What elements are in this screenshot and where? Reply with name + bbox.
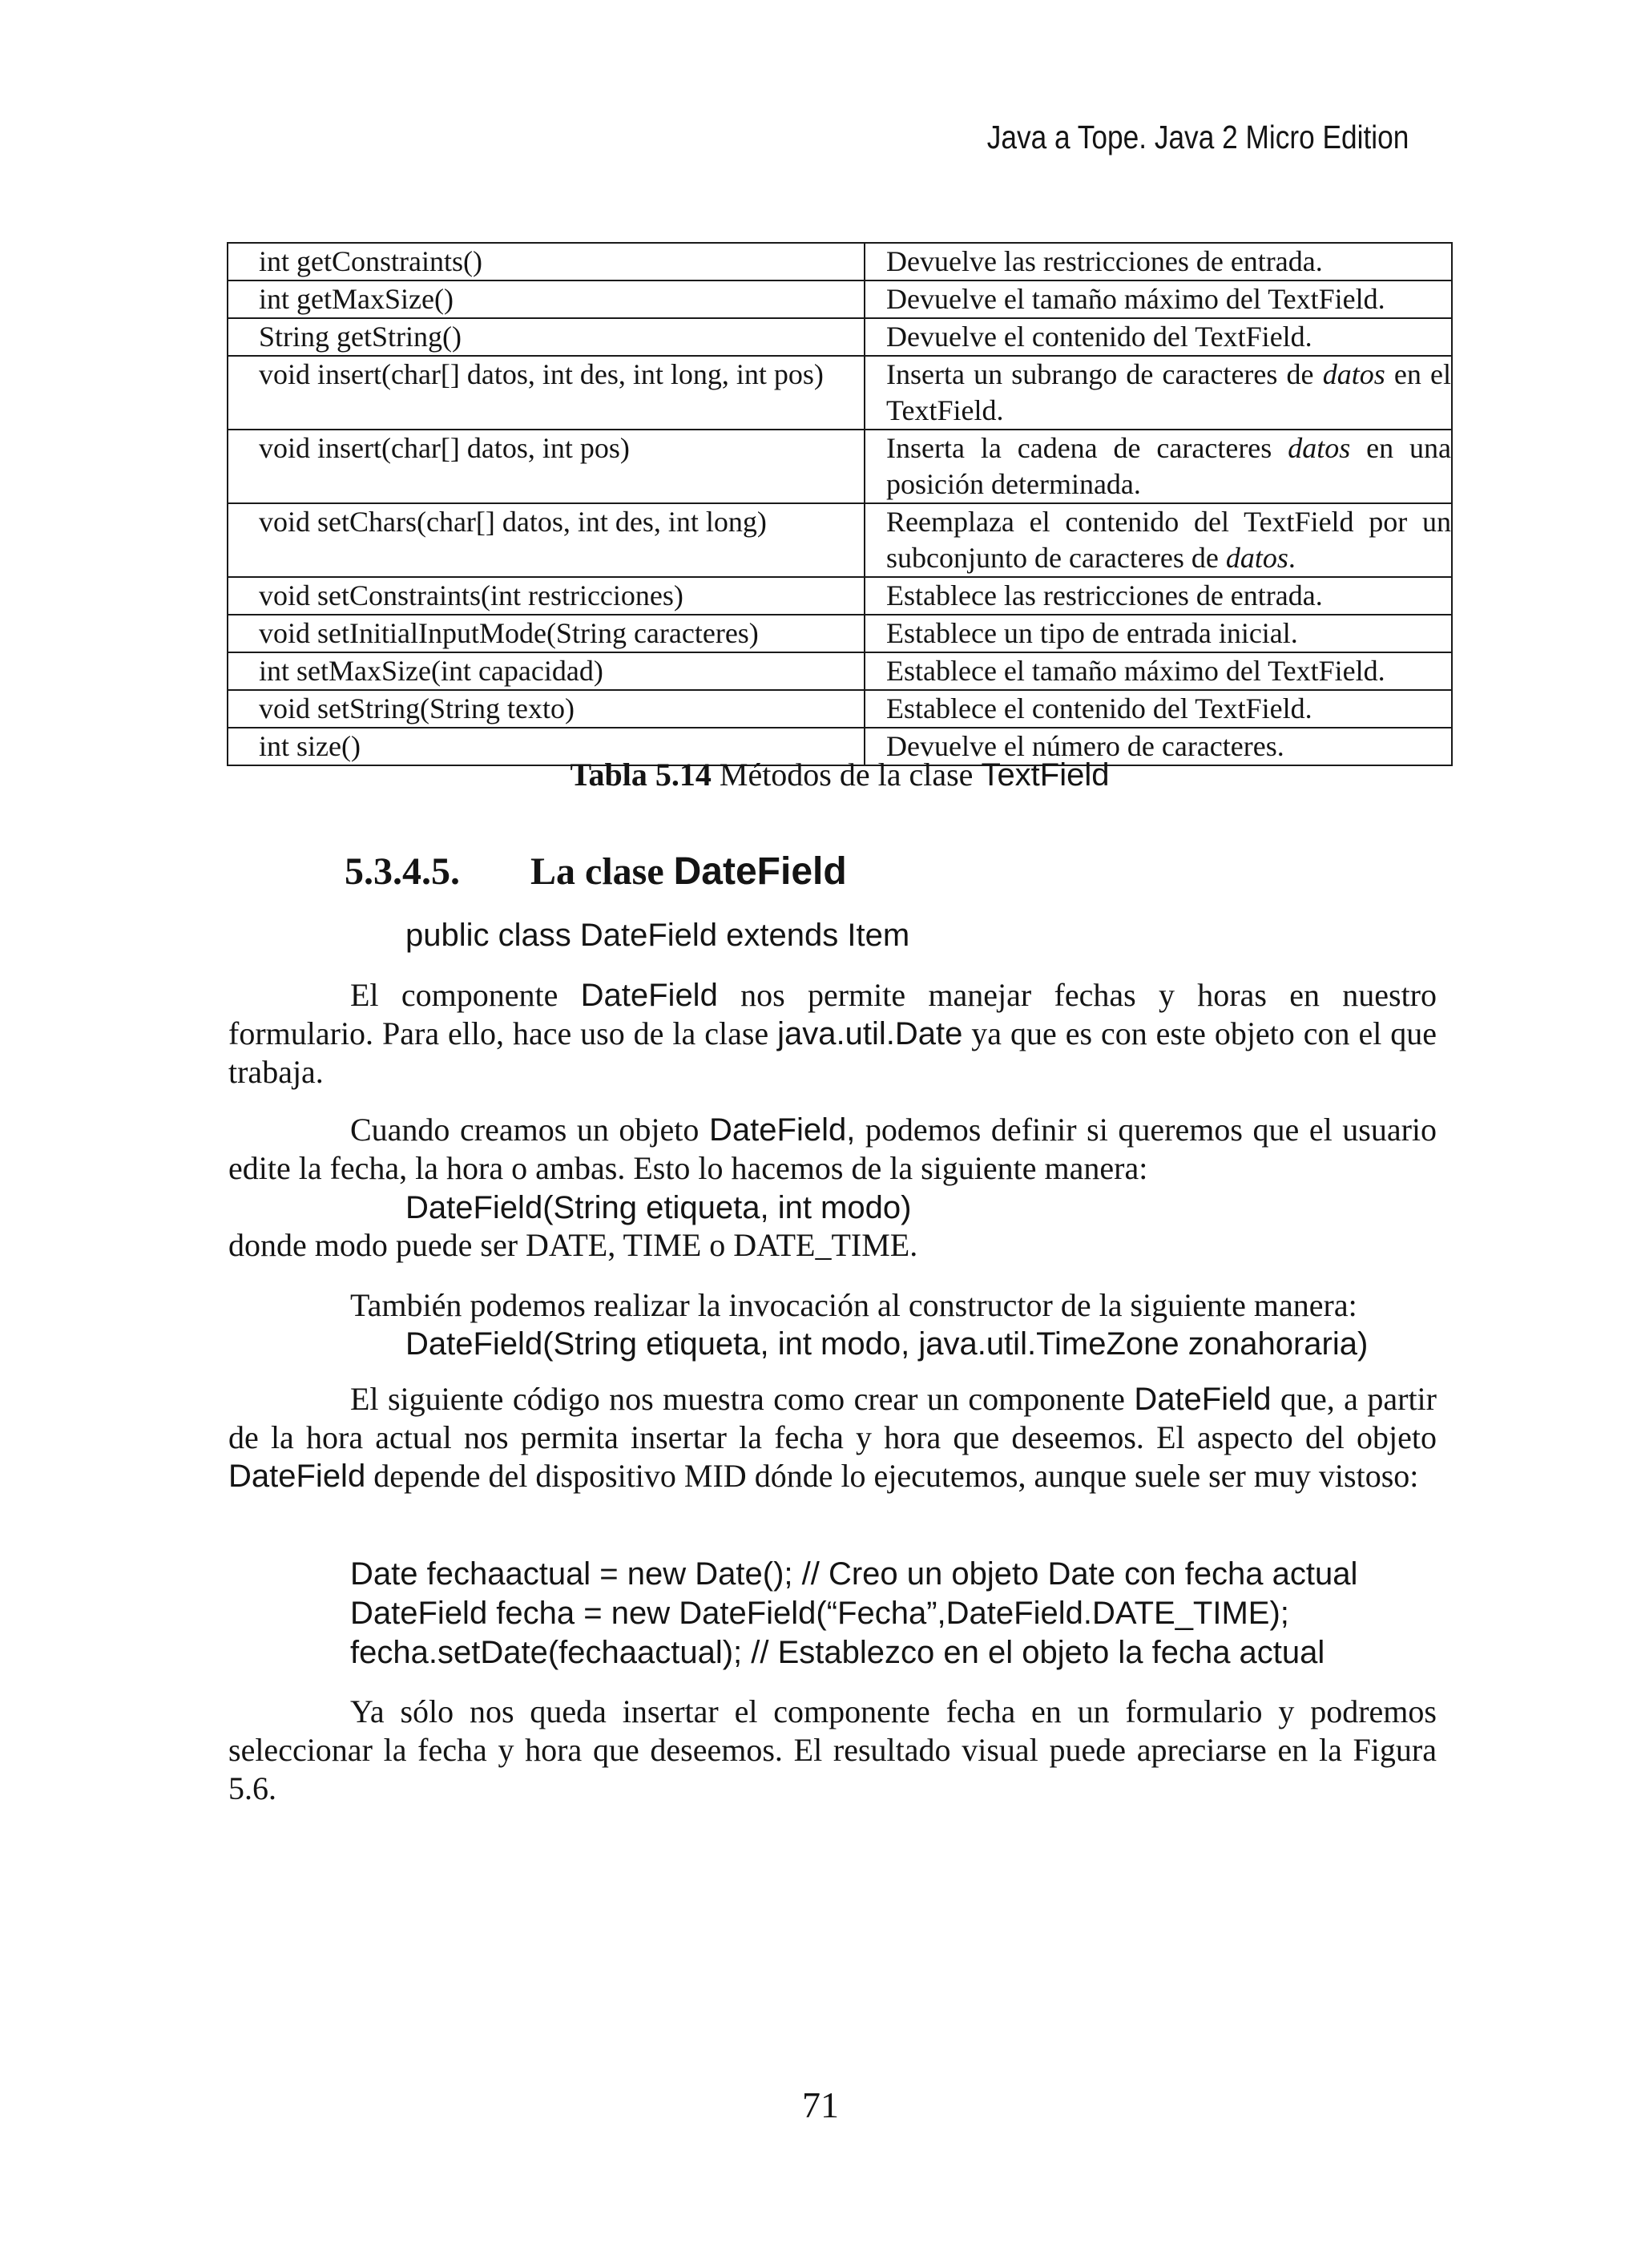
method-description-cell: Devuelve el tamaño máximo del TextField. [865, 280, 1452, 318]
table-row [228, 652, 1452, 690]
method-description-cell: Establece el contenido del TextField. [865, 690, 1452, 728]
method-signature-cell: int setMaxSize(int capacidad) [228, 652, 865, 690]
p1-text-b: nos permite manejar fechas y horas en nuestro formulario. Para ello, hace uso de la clase [228, 977, 1437, 1051]
paragraph-modes: donde modo puede ser DATE, TIME o DATE_TIME. [228, 1227, 918, 1263]
paragraph-conclusion [228, 1693, 1437, 1808]
table-row [228, 503, 1452, 577]
p1-text-a: El componente [350, 977, 558, 1013]
code-line: DateField fecha = new DateField(“Fecha”,DateField.DATE_TIME); [350, 1596, 1289, 1631]
methods-table [227, 242, 1453, 766]
paragraph-alt-constructor [228, 1286, 1437, 1325]
method-signature-cell: void insert(char[] datos, int des, int long, int pos) [228, 356, 865, 430]
table-row [228, 690, 1452, 728]
code-line: fecha.setDate(fechaactual); // Establezco en el objeto la fecha actual [350, 1635, 1325, 1670]
code-block [350, 1555, 1357, 1673]
p1-package-name: java.util.Date [777, 1016, 963, 1051]
method-signature-cell: int getMaxSize() [228, 280, 865, 318]
page-number: 71 [802, 2084, 839, 2125]
p4-text-b: que, a partir de la hora actual nos permita insertar la fecha y hora que deseemos. El aspecto del objeto [228, 1381, 1437, 1455]
method-signature-cell: int getConstraints() [228, 243, 865, 280]
method-signature-cell: void setChars(char[] datos, int des, int long) [228, 503, 865, 577]
table-caption-class: TextField [981, 757, 1110, 793]
p2-text-b: podemos definir si queremos que el usuario edite la fecha, la hora o ambas. Esto lo hacemos de la siguiente manera: [228, 1112, 1437, 1186]
method-description-cell: Establece el tamaño máximo del TextField. [865, 652, 1452, 690]
table-caption-text: Métodos de la clase [719, 757, 974, 793]
method-signature-cell: int size() [228, 728, 865, 765]
p2-text-a: Cuando creamos un objeto [350, 1112, 700, 1148]
method-signature-cell: void insert(char[] datos, int pos) [228, 430, 865, 503]
code-line: Date fechaactual = new Date(); // Creo un objeto Date con fecha actual [350, 1556, 1358, 1592]
table-caption [227, 756, 1453, 793]
methods-table-body [228, 243, 1452, 765]
method-signature-cell: void setConstraints(int restricciones) [228, 577, 865, 615]
p2-class-name: DateField, [709, 1112, 856, 1148]
paragraph-constructor [228, 1111, 1437, 1188]
p1-text-c: ya que es con este objeto con el que trabaja. [228, 1015, 1437, 1090]
table-row [228, 356, 1452, 430]
p4-class-name-1: DateField [1134, 1382, 1272, 1417]
method-description-cell: Inserta un subrango de caracteres de datos en el TextField. [865, 356, 1452, 430]
method-description-cell: Establece las restricciones de entrada. [865, 577, 1452, 615]
section-title-prefix: La clase [530, 850, 664, 893]
class-declaration: public class DateField extends Item [405, 918, 910, 953]
section-heading [345, 849, 847, 894]
method-description-cell: Devuelve el contenido del TextField. [865, 318, 1452, 356]
running-header: Java a Tope. Java 2 Micro Edition [986, 119, 1409, 155]
method-signature-cell: void setInitialInputMode(String caracteres) [228, 615, 865, 652]
p4-text-a: El siguiente código nos muestra como crear un componente [350, 1381, 1125, 1417]
table-row [228, 430, 1452, 503]
paragraph-intro [228, 976, 1437, 1092]
constructor-signature-1: DateField(String etiqueta, int modo) [405, 1190, 912, 1225]
constructor-signature-2: DateField(String etiqueta, int modo, java.util.TimeZone zonahoraria) [405, 1326, 1369, 1362]
method-description-cell: Devuelve las restricciones de entrada. [865, 243, 1452, 280]
table-row [228, 577, 1452, 615]
p1-class-name: DateField [580, 978, 718, 1013]
paragraph-code-intro [228, 1380, 1437, 1495]
p3-text: También podemos realizar la invocación al constructor de la siguiente manera: [350, 1287, 1357, 1323]
table-row [228, 280, 1452, 318]
section-number: 5.3.4.5. [345, 850, 460, 893]
table-row [228, 243, 1452, 280]
method-signature-cell: void setString(String texto) [228, 690, 865, 728]
p4-class-name-2: DateField [228, 1459, 366, 1494]
table-row [228, 318, 1452, 356]
p4-text-c: depende del dispositivo MID dónde lo ejecutemos, aunque suele ser muy vistoso: [373, 1458, 1419, 1494]
p5-text: Ya sólo nos queda insertar el componente fecha en un formulario y podremos seleccionar la fecha y hora que deseemos. El resultado visual puede apreciarse en la Figura 5.6. [228, 1693, 1437, 1806]
table-row [228, 615, 1452, 652]
table-caption-label: Tabla 5.14 [570, 757, 712, 793]
section-title-class: DateField [673, 850, 847, 893]
method-description-cell: Devuelve el número de caracteres. [865, 728, 1452, 765]
method-description-cell: Establece un tipo de entrada inicial. [865, 615, 1452, 652]
method-signature-cell: String getString() [228, 318, 865, 356]
method-description-cell: Inserta la cadena de caracteres datos en una posición determinada. [865, 430, 1452, 503]
method-description-cell: Reemplaza el contenido del TextField por un subconjunto de caracteres de datos. [865, 503, 1452, 577]
